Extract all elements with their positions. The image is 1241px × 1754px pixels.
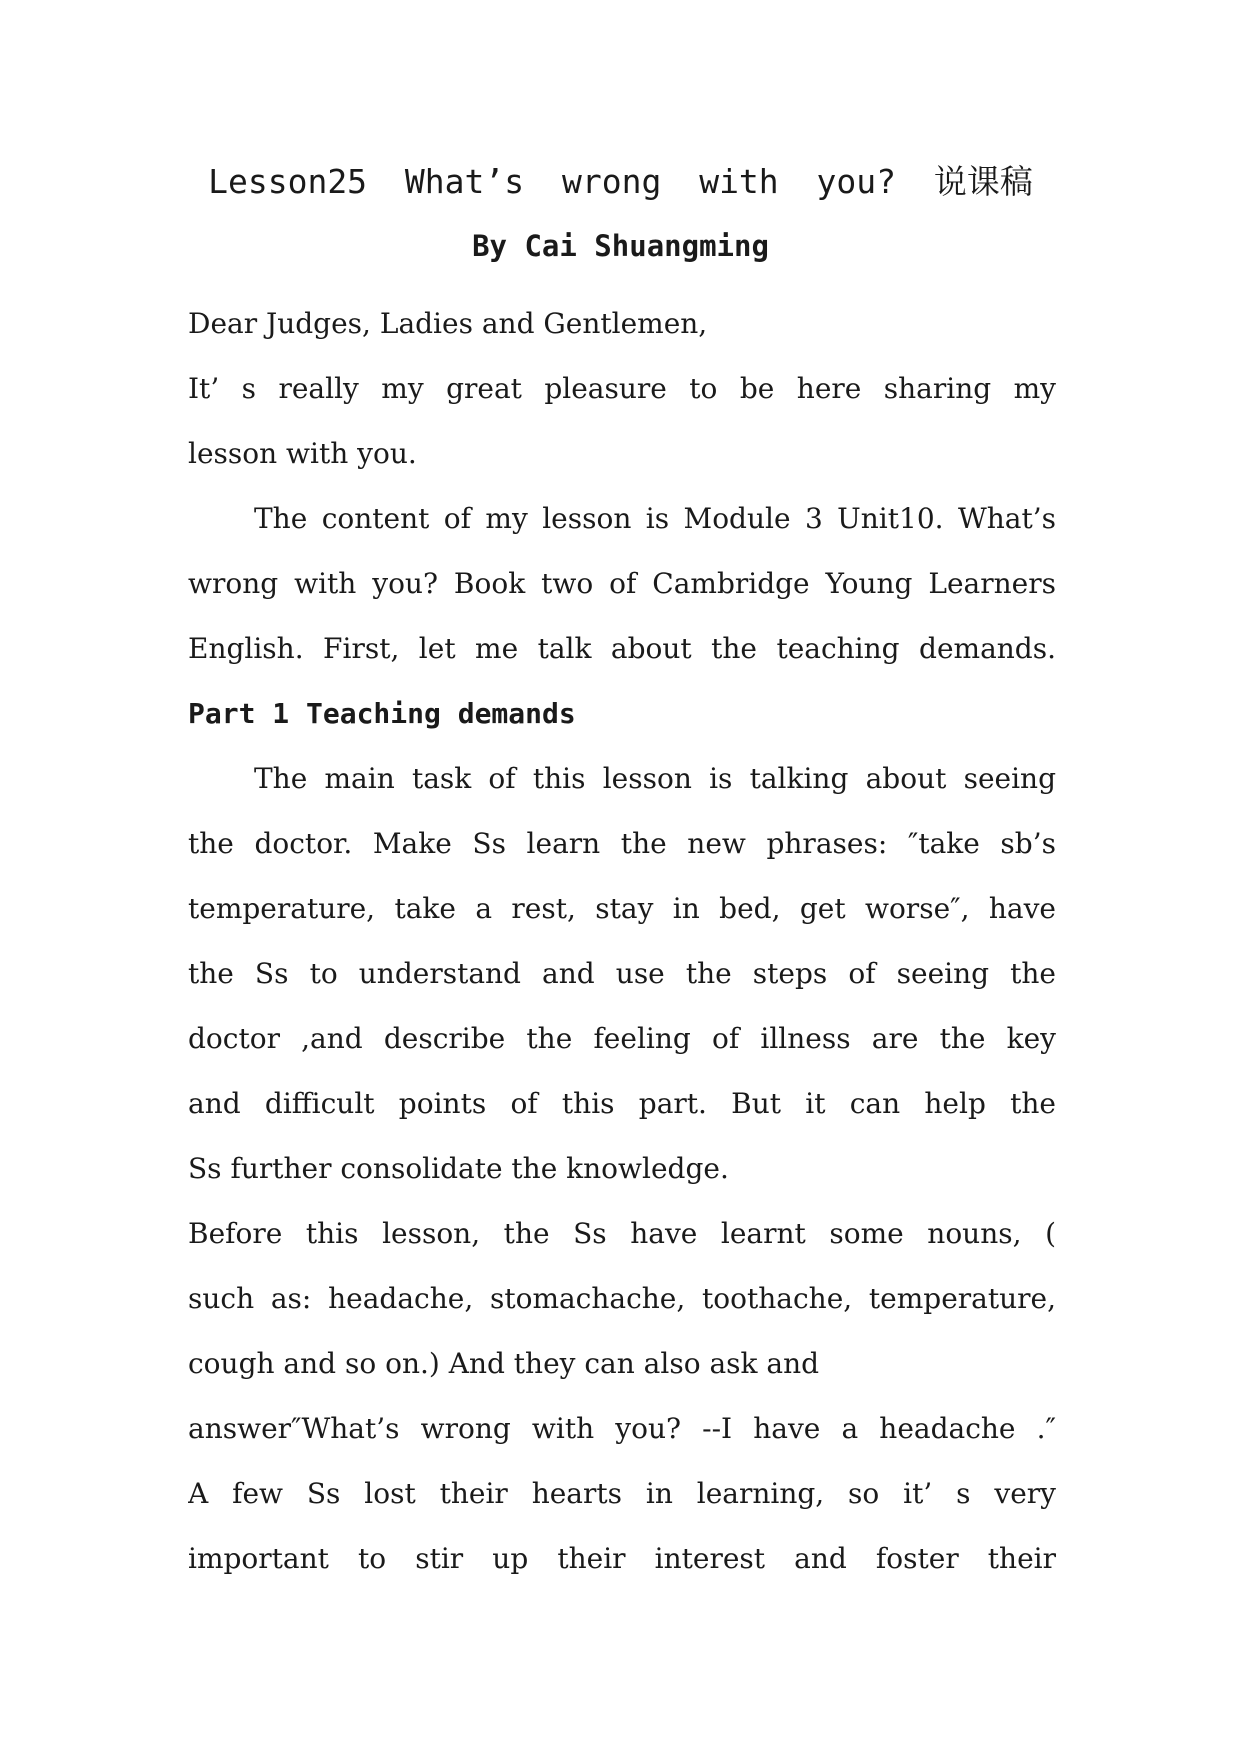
- text-line: and difficult points of this part. But it can help the: [188, 1087, 1056, 1120]
- section-heading: Part 1 Teaching demands: [188, 697, 576, 730]
- text-line: doctor ,and describe the feeling of illness are the key: [188, 1022, 1056, 1055]
- text-line: A few Ss lost their hearts in learning, so it’ s very: [188, 1477, 1056, 1510]
- text-line: It’ s really my great pleasure to be here sharing my: [188, 372, 1056, 405]
- document-body: [188, 291, 1056, 1591]
- text-line: The content of my lesson is Module 3 Unit10. What’s: [254, 502, 1056, 535]
- text-line: lesson with you.: [188, 437, 417, 470]
- text-line: the Ss to understand and use the steps of seeing the: [188, 957, 1056, 990]
- text-line: cough and so on.) And they can also ask and: [188, 1347, 820, 1380]
- text-line: answer″What’s wrong with you? --I have a headache .″: [188, 1412, 1056, 1445]
- text-line: Dear Judges, Ladies and Gentlemen,: [188, 307, 708, 340]
- text-line: wrong with you? Book two of Cambridge Young Learners: [188, 567, 1056, 600]
- document-title: Lesson25 What’s wrong with you? 说课稿: [208, 162, 1033, 201]
- text-line: Before this lesson, the Ss have learnt some nouns, (: [188, 1217, 1056, 1250]
- text-line: such as: headache, stomachache, toothache, temperature,: [188, 1282, 1056, 1315]
- text-line: The main task of this lesson is talking about seeing: [254, 762, 1056, 795]
- text-line: temperature, take a rest, stay in bed, get worse″, have: [188, 892, 1056, 925]
- text-line: English. First, let me talk about the teaching demands.: [188, 632, 1056, 665]
- document-author: By Cai Shuangming: [472, 229, 769, 263]
- text-line: important to stir up their interest and foster their: [188, 1542, 1056, 1575]
- text-line: the doctor. Make Ss learn the new phrases: ″take sb’s: [188, 827, 1056, 860]
- text-line: Ss further consolidate the knowledge.: [188, 1152, 729, 1185]
